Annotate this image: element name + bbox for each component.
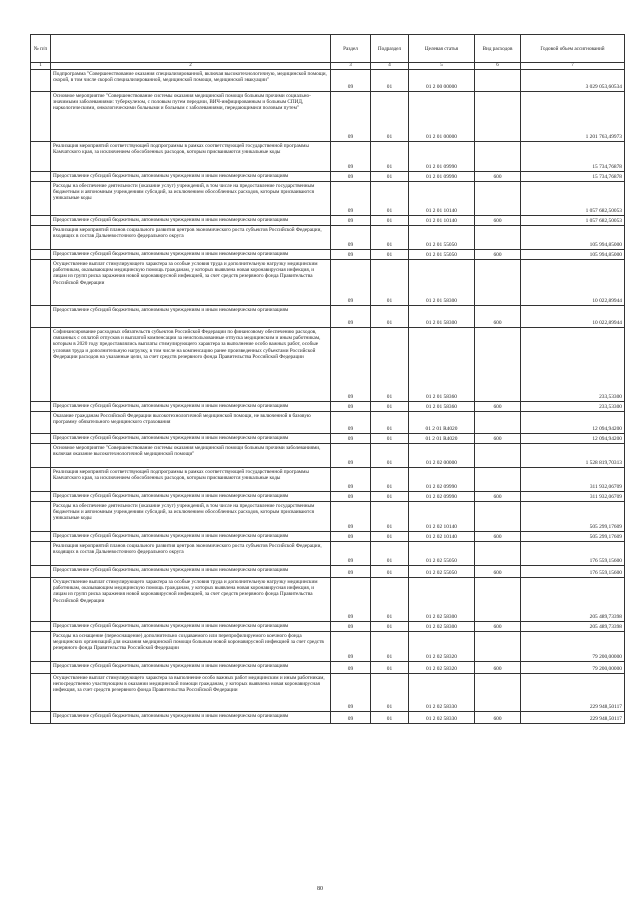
row-section: 09 [331,172,371,182]
row-section: 09 [331,468,371,492]
row-number-cell [31,182,51,216]
row-exptype: 600 [475,662,521,674]
row-amount: 79 200,00000 [521,662,625,674]
row-target: 01 2 01 55050 [409,226,475,250]
row-subsection: 01 [371,492,409,502]
row-section: 09 [331,226,371,250]
row-subsection: 01 [371,566,409,578]
table-row [31,402,625,412]
row-section: 09 [331,532,371,542]
row-amount: 233,53300 [521,328,625,402]
row-target: 01 2 02 10140 [409,532,475,542]
row-subsection: 01 [371,70,409,92]
row-target: 01 2 01 58360 [409,402,475,412]
row-description: Предоставление субсидий бюджетным, автономным учреждениям и иным некоммерческим организациям [51,434,331,444]
row-number-cell [31,216,51,226]
row-description: Подпрограмма "Совершенствование оказания специализированной, включая высокотехнологичную, медицинской помощи, скорой, в том числе скорой специализированной, медицинской помощи, медицинской эвакуации" [51,70,331,92]
table-row [31,250,625,260]
row-amount: 3 029 053,60534 [521,70,625,92]
table-row [31,712,625,724]
row-target: 01 2 02 58330 [409,674,475,712]
row-number-cell [31,444,51,468]
row-exptype: 600 [475,712,521,724]
table-row [31,674,625,712]
row-section: 09 [331,142,371,172]
row-subsection: 01 [371,444,409,468]
row-description: Софинансирование расходных обязательств субъектов Российской Федерации по финансовому обеспечению расходов, связанных с оплатой отпусков и выплатой компенсации за неиспользованные отпуска медицинским и иным работникам, которым в 2020 году предоставлялись выплаты стимулирующего характера за выполнение особо важных работ, особые условия труда и дополнительную нагрузку, в том числе на компенсацию ранее произведенных субъектами Российской Федерации расходов на указанные цели, за счет средств резервного фонда Правительства Российской Федерации [51,328,331,402]
row-target: 01 2 01 58300 [409,306,475,328]
row-exptype [475,260,521,306]
row-section: 09 [331,542,371,566]
row-amount: 15 734,76878 [521,142,625,172]
row-target: 01 2 01 58360 [409,328,475,402]
row-subsection: 01 [371,306,409,328]
table-row [31,172,625,182]
row-number-cell [31,578,51,622]
row-target: 01 2 02 00000 [409,444,475,468]
row-target: 01 2 01 09990 [409,142,475,172]
row-number-cell [31,92,51,142]
row-description: Осуществление выплат стимулирующего характера за выполнение особо важных работ медицинским и иным работникам, непосредственно участвующим в оказании медицинской помощи гражданам, у которых выявлена новая коронавирусная инфекция, за счет средств резервного фонда Правительства Российской Федерации [51,674,331,712]
row-description: Основное мероприятие "Совершенствование системы оказания медицинской помощи больным прочими заболеваниями, включая оказание высокотехнологичной медицинской помощи" [51,444,331,468]
row-number-cell [31,402,51,412]
row-target: 01 2 01 10140 [409,182,475,216]
row-description: Предоставление субсидий бюджетным, автономным учреждениям и иным некоммерческим организациям [51,172,331,182]
row-subsection: 01 [371,402,409,412]
row-number-cell [31,306,51,328]
table-row [31,216,625,226]
row-number-cell [31,632,51,662]
row-subsection: 01 [371,92,409,142]
row-exptype [475,632,521,662]
row-section: 09 [331,306,371,328]
row-amount: 311 932,06709 [521,492,625,502]
row-target: 01 2 02 58300 [409,578,475,622]
table-row [31,532,625,542]
document-page [30,34,624,724]
row-amount: 233,53300 [521,402,625,412]
table-row [31,542,625,566]
row-number-cell [31,70,51,92]
table-row [31,468,625,492]
row-section: 09 [331,70,371,92]
row-section: 09 [331,502,371,532]
colnum: 6 [475,63,521,70]
table-row [31,434,625,444]
header-subsection: Подраздел [371,35,409,63]
row-exptype: 600 [475,172,521,182]
row-exptype [475,142,521,172]
table-body [31,70,625,724]
row-amount: 1 057 682,50053 [521,182,625,216]
table-row [31,142,625,172]
row-subsection: 01 [371,142,409,172]
row-section: 09 [331,674,371,712]
row-description: Предоставление субсидий бюджетным, автономным учреждениям и иным некоммерческим организациям [51,216,331,226]
row-description: Предоставление субсидий бюджетным, автономным учреждениям и иным некоммерческим организациям [51,250,331,260]
page-number: 80 [317,886,323,892]
colnum: 1 [31,63,51,70]
colnum: 7 [521,63,625,70]
row-description: Основное мероприятие "Совершенствование системы оказания медицинской помощи больным прочими социально-значимыми заболеваниями: туберкулезом, с половым путем передачи, ВИЧ-инфицированным и больным СПИД, наркологическими, онкологическими больными и больным с заболеваниями, передающимися половым путем" [51,92,331,142]
row-section: 09 [331,492,371,502]
row-section: 09 [331,92,371,142]
row-exptype: 600 [475,566,521,578]
table-row [31,70,625,92]
row-exptype [475,182,521,216]
table-row [31,182,625,216]
row-section: 09 [331,622,371,632]
row-number-cell [31,502,51,532]
row-target: 01 2 02 55050 [409,542,475,566]
header-amount: Годовой объем ассигнований [521,35,625,63]
row-exptype [475,444,521,468]
row-section: 09 [331,578,371,622]
row-exptype: 600 [475,532,521,542]
row-target: 01 2 01 00000 [409,92,475,142]
row-subsection: 01 [371,662,409,674]
row-amount: 105 994,85000 [521,226,625,250]
colnum: 5 [409,63,475,70]
row-subsection: 01 [371,412,409,434]
row-exptype [475,70,521,92]
row-section: 09 [331,182,371,216]
row-amount: 205 489,73398 [521,622,625,632]
row-amount: 105 994,85000 [521,250,625,260]
column-number-row [31,63,625,70]
row-subsection: 01 [371,434,409,444]
row-number-cell [31,662,51,674]
row-exptype [475,92,521,142]
row-subsection: 01 [371,532,409,542]
row-target: 01 2 01 R4020 [409,412,475,434]
row-number-cell [31,412,51,434]
row-amount: 12 094,94200 [521,434,625,444]
row-number-cell [31,674,51,712]
row-amount: 15 734,76878 [521,172,625,182]
row-exptype: 600 [475,250,521,260]
row-subsection: 01 [371,502,409,532]
row-amount: 205 489,73398 [521,578,625,622]
row-amount: 176 559,15600 [521,566,625,578]
row-number-cell [31,250,51,260]
row-amount: 10 022,89944 [521,260,625,306]
table-header-row [31,35,625,63]
row-number-cell [31,172,51,182]
row-description: Осуществление выплат стимулирующего характера за особые условия труда и дополнительную нагрузку медицинским работникам, оказывающим медицинскую помощь гражданам, у которых выявлена новая коронавирусная инфекция, и лицам из групп риска заражения новой коронавирусной инфекцией, за счет средств резервного фонда Правительства Российской Федерации [51,260,331,306]
row-description: Реализация мероприятий соответствующей подпрограммы в рамках соответствующей государственной программы Камчатского края, за исключением обособленных расходов, которым присваиваются уникальные коды [51,142,331,172]
header-section: Раздел [331,35,371,63]
row-exptype: 600 [475,492,521,502]
row-subsection: 01 [371,182,409,216]
row-section: 09 [331,662,371,674]
table-row [31,444,625,468]
row-amount: 505 299,17609 [521,502,625,532]
table-row [31,492,625,502]
row-amount: 10 022,89944 [521,306,625,328]
row-section: 09 [331,250,371,260]
row-subsection: 01 [371,542,409,566]
row-subsection: 01 [371,226,409,250]
table-row [31,92,625,142]
row-description: Расходы на оснащение (переоснащение) дополнительно создаваемого или перепрофилируемого коечного фонда медицинских организаций для оказания медицинской помощи больным новой коронавирусной инфекцией за счет средств резервного фонда Правительства Российской Федерации [51,632,331,662]
row-amount: 1 057 682,50053 [521,216,625,226]
row-target: 01 2 02 09990 [409,492,475,502]
row-target: 01 2 02 58330 [409,712,475,724]
row-target: 01 2 01 58300 [409,260,475,306]
row-description: Реализация мероприятий соответствующей подпрограммы в рамках соответствующей государственной программы Камчатского края, за исключением обособленных расходов, которым присваиваются уникальные коды [51,468,331,492]
table-row [31,306,625,328]
row-subsection: 01 [371,578,409,622]
row-exptype: 600 [475,622,521,632]
row-subsection: 01 [371,468,409,492]
row-section: 09 [331,434,371,444]
row-subsection: 01 [371,260,409,306]
table-row [31,260,625,306]
header-name [51,35,331,63]
row-description: Реализация мероприятий планов социального развития центров экономического роста субъектов Российской Федерации, входящих в состав Дальневосточного федерального округа [51,226,331,250]
budget-table [30,34,625,724]
row-number-cell [31,328,51,402]
row-exptype [475,674,521,712]
row-target: 01 2 01 55050 [409,250,475,260]
row-section: 09 [331,260,371,306]
row-description: Расходы на обеспечение деятельности (оказание услуг) учреждений, в том числе на предоставление государственным бюджетным и автономным учреждениям субсидий, за исключением обособленных расходов, которым присваиваются уникальные коды [51,502,331,532]
row-subsection: 01 [371,216,409,226]
header-target: Целевая статья [409,35,475,63]
row-number-cell [31,260,51,306]
row-subsection: 01 [371,622,409,632]
row-section: 09 [331,632,371,662]
row-exptype [475,578,521,622]
row-number-cell [31,142,51,172]
row-number-cell [31,492,51,502]
row-number-cell [31,226,51,250]
row-target: 01 2 02 58320 [409,632,475,662]
row-section: 09 [331,216,371,226]
colnum: 3 [331,63,371,70]
row-amount: 229 948,50117 [521,674,625,712]
row-description: Предоставление субсидий бюджетным, автономным учреждениям и иным некоммерческим организациям [51,622,331,632]
row-description: Оказание гражданам Российской Федерации высокотехнологичной медицинской помощи, не включенной в базовую программу обязательного медицинского страхования [51,412,331,434]
row-exptype: 600 [475,434,521,444]
row-target: 01 2 02 55050 [409,566,475,578]
row-amount: 311 932,06709 [521,468,625,492]
row-description: Предоставление субсидий бюджетным, автономным учреждениям и иным некоммерческим организациям [51,662,331,674]
row-amount: 79 200,00000 [521,632,625,662]
row-section: 09 [331,402,371,412]
row-target: 01 2 01 09990 [409,172,475,182]
row-subsection: 01 [371,250,409,260]
row-number-cell [31,468,51,492]
table-row [31,328,625,402]
row-exptype: 600 [475,402,521,412]
row-description: Предоставление субсидий бюджетным, автономным учреждениям и иным некоммерческим организациям [51,306,331,328]
row-description: Расходы на обеспечение деятельности (оказание услуг) учреждений, в том числе на предоставление государственным бюджетным и автономным учреждениям субсидий, за исключением обособленных расходов, которым присваиваются уникальные коды [51,182,331,216]
row-section: 09 [331,712,371,724]
row-description: Реализация мероприятий планов социального развития центров экономического роста субъектов Российской Федерации, входящих в состав Дальневосточного федерального округа [51,542,331,566]
row-description: Предоставление субсидий бюджетным, автономным учреждениям и иным некоммерческим организациям [51,402,331,412]
row-target: 01 2 02 09990 [409,468,475,492]
colnum: 4 [371,63,409,70]
row-description: Предоставление субсидий бюджетным, автономным учреждениям и иным некоммерческим организациям [51,566,331,578]
row-amount: 229 948,50117 [521,712,625,724]
row-description: Предоставление субсидий бюджетным, автономным учреждениям и иным некоммерческим организациям [51,532,331,542]
row-description: Предоставление субсидий бюджетным, автономным учреждениям и иным некоммерческим организациям [51,492,331,502]
table-row [31,566,625,578]
row-target: 01 2 00 00000 [409,70,475,92]
row-exptype [475,542,521,566]
row-target: 01 2 02 58300 [409,622,475,632]
row-target: 01 2 02 58320 [409,662,475,674]
row-exptype [475,226,521,250]
table-row [31,622,625,632]
row-amount: 1 528 819,70313 [521,444,625,468]
row-exptype [475,328,521,402]
row-section: 09 [331,444,371,468]
row-amount: 505 299,17609 [521,532,625,542]
row-exptype [475,502,521,532]
table-row [31,412,625,434]
row-exptype [475,412,521,434]
row-section: 09 [331,412,371,434]
row-exptype: 600 [475,216,521,226]
row-amount: 12 094,94200 [521,412,625,434]
row-exptype: 600 [475,306,521,328]
row-number-cell [31,532,51,542]
row-number-cell [31,542,51,566]
row-section: 09 [331,328,371,402]
header-num: № п/п [31,35,51,63]
header-exptype: Вид расходов [475,35,521,63]
row-description: Осуществление выплат стимулирующего характера за особые условия труда и дополнительную нагрузку медицинским работникам, оказывающим медицинскую помощь гражданам, у которых выявлена новая коронавирусная инфекция, и лицам из групп риска заражения новой коронавирусной инфекцией, за счет средств резервного фонда Правительства Российской Федерации [51,578,331,622]
row-number-cell [31,434,51,444]
row-target: 01 2 01 R4020 [409,434,475,444]
table-row [31,578,625,622]
row-amount: 176 559,15600 [521,542,625,566]
row-target: 01 2 02 10140 [409,502,475,532]
table-row [31,226,625,250]
row-subsection: 01 [371,328,409,402]
row-description: Предоставление субсидий бюджетным, автономным учреждениям и иным некоммерческим организациям [51,712,331,724]
row-target: 01 2 01 10140 [409,216,475,226]
colnum: 2 [51,63,331,70]
row-number-cell [31,712,51,724]
row-number-cell [31,566,51,578]
row-subsection: 01 [371,712,409,724]
row-section: 09 [331,566,371,578]
row-subsection: 01 [371,172,409,182]
row-subsection: 01 [371,674,409,712]
row-number-cell [31,622,51,632]
table-row [31,502,625,532]
row-amount: 1 201 763,49973 [521,92,625,142]
row-exptype [475,468,521,492]
table-row [31,662,625,674]
row-subsection: 01 [371,632,409,662]
table-row [31,632,625,662]
